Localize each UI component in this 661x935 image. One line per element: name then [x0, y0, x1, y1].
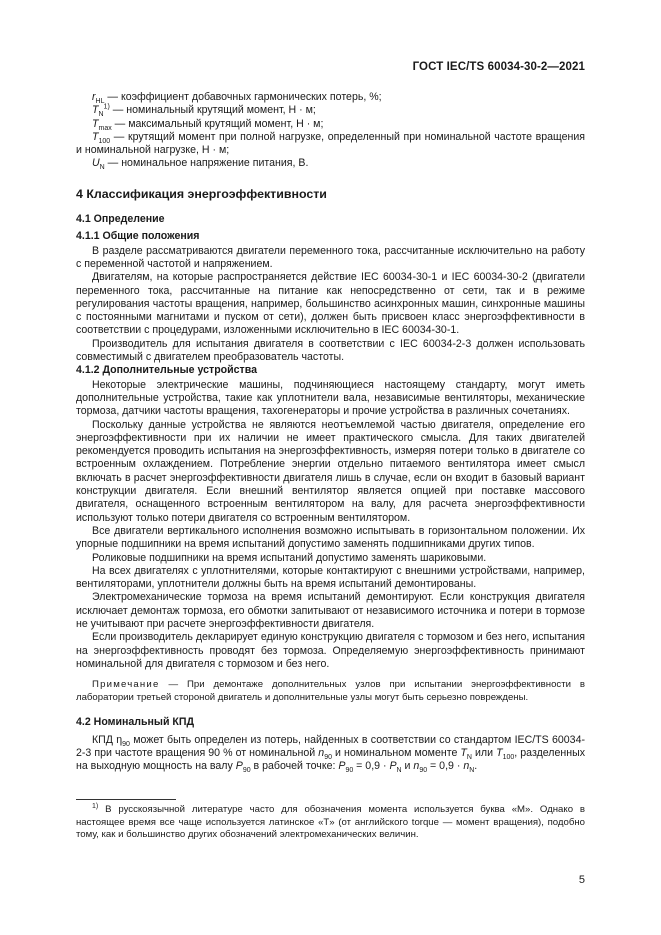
definition-item: $U_N$ — номинальное напряжение питания, В. [92, 157, 309, 172]
paragraph: Если производитель декларирует единую конструкцию двигателя с тормозом и без него, испытания на энергоэффективность проводят без тормоза. Определяемую энергоэффективность принимают номинальной для двигателя с тормозом и без него. [76, 631, 585, 670]
document-header: ГОСТ IEC/TS 60034-30-2—2021 [412, 61, 585, 73]
paragraph: Некоторые электрические машины, подчиняющиеся настоящему стандарту, могут иметь дополнительные устройства, такие как уплотнители вала, независимые вентиляторы, механические тормоза, датчики частоты вращения, тахогенераторы и прочие устройства в различных сочетаниях. [76, 378, 585, 418]
page-number: 5 [578, 874, 585, 886]
paragraph: Роликовые подшипники на время испытаний допустимо заменять шариковыми. [92, 551, 487, 564]
footnote-divider [76, 799, 176, 800]
document-body [76, 91, 585, 774]
paragraph: Производитель для испытания двигателя в соответствии с IEC 60034-2-3 должен использовать совместимый с двигателем преобразователь частоты. [76, 337, 585, 364]
paragraph: Электромеханические тормоза на время испытаний демонтируют. Если конструкция двигателя исключает демонтаж тормоза, его обмотки запитывают от независимого источника и потери в тормозе не учитывают при расчете энергоэффективности двигателя. [76, 591, 585, 630]
note: Примечание — При демонтаже дополнительных узлов при испытании энергоэффективности в лаборатории третьей стороной двигатель и дополнительные узлы могут быть серьезно повреждены. [76, 679, 585, 703]
paragraph: Все двигатели вертикального исполнения возможно испытывать в горизонтальном положении. Их упорные подшипники на время испытаний допустимо заменять подшипниками других типов. [76, 524, 585, 551]
definition-item: $T_N^{1)}$ — номинальный крутящий момент, Н · м; [92, 103, 316, 119]
note-label: Примечание [92, 679, 160, 691]
footnote-mark: 1) [92, 802, 99, 810]
paragraph: В разделе рассматриваются двигатели переменного тока, рассчитанные исключительно на работу с переменной частотой и напряжением. [76, 244, 585, 270]
section-heading: 4 Классификация энергоэффективности [76, 186, 327, 201]
definition-item: $T_{max}$ — максимальный крутящий момент, Н · м; [92, 117, 324, 132]
definition-item: $r_{HL}$ — коэффициент добавочных гармонических потерь, %; [92, 91, 382, 106]
definition-item: $T_{100}$ — крутящий момент при полной нагрузке, определенный при номинальной частоте вращения и номинальной нагрузке, Н · м; [76, 130, 585, 157]
subsubsection-heading: 4.1.1 Общие положения [76, 230, 200, 243]
subsubsection-heading: 4.1.2 Дополнительные устройства [76, 364, 258, 377]
subsection-heading: 4.2 Номинальный КПД [76, 716, 195, 729]
paragraph: На всех двигателях с уплотнителями, которые контактируют с внешними устройствами, например, вентиляторами, уплотнители должны быть на время испытаний демонтированы. [76, 564, 585, 591]
footnote: $^{1)}$ В русскоязычной литературе часто для обозначения момента используется буква «М». Однако в настоящее время все чаще используется латинское «T» (от английского torque — момент вращения), подобно тому, как и большинство других обозначений электромеханических величин. [76, 802, 585, 841]
paragraph: Двигателям, на которые распространяется действие IEC 60034-30-1 и IEC 60034-30-2 (двигатели переменного тока, рассчитанные на питание как непосредственно от сети, так и в режиме регулирования частоты вращения, например, большинство асинхронных машин, синхронные машины с постоянными магнитами и пуском от сети), должен быть присвоен класс энергоэффективности в соответствии с процедурами, изложенными исключительно в IEC 60034-30-1. [76, 271, 585, 337]
symbol-definitions [76, 91, 585, 171]
paragraph-efficiency: КПД $\eta_{90}$ может быть определен из потерь, найденных в соответствии со стандартом IEC/TS 60034-2-3 при частоте вращения 90 % от номинальной $n_{90}$ и номинальном моменте $T_N$ или $T_{100}$, разделенных на выходную мощность на валу $P_{90}$ в рабочей точке: $P_{90} = 0,9 \cdot P_N$ и $n_{90} = 0,9 \cdot n_N$. [76, 733, 585, 775]
subsection-heading: 4.1 Определение [76, 213, 165, 226]
footnote-ref[interactable]: 1) [103, 103, 110, 111]
paragraph: Поскольку данные устройства не являются неотъемлемой частью двигателя, определение его энергоэффективности при их наличии не имеет практического смысла. Для таких двигателей рекомендуется проводить испытания на энергоэффективность, измеряя потери только в двигателе со встроенным охлаждением. Потребление энергии отдельно питаемого вентилятора имеет смысл включать в расчет энергоэффективности двигателя лишь в случае, если он входит в базовый вариант конструкции двигателя. Если внешний вентилятор является опцией при поставке массового двигателя, оснащенного встроенным вентилятором на валу, для расчета энергоэффективности используют только потери двигателя со встроенным вентилятором. [76, 418, 585, 524]
